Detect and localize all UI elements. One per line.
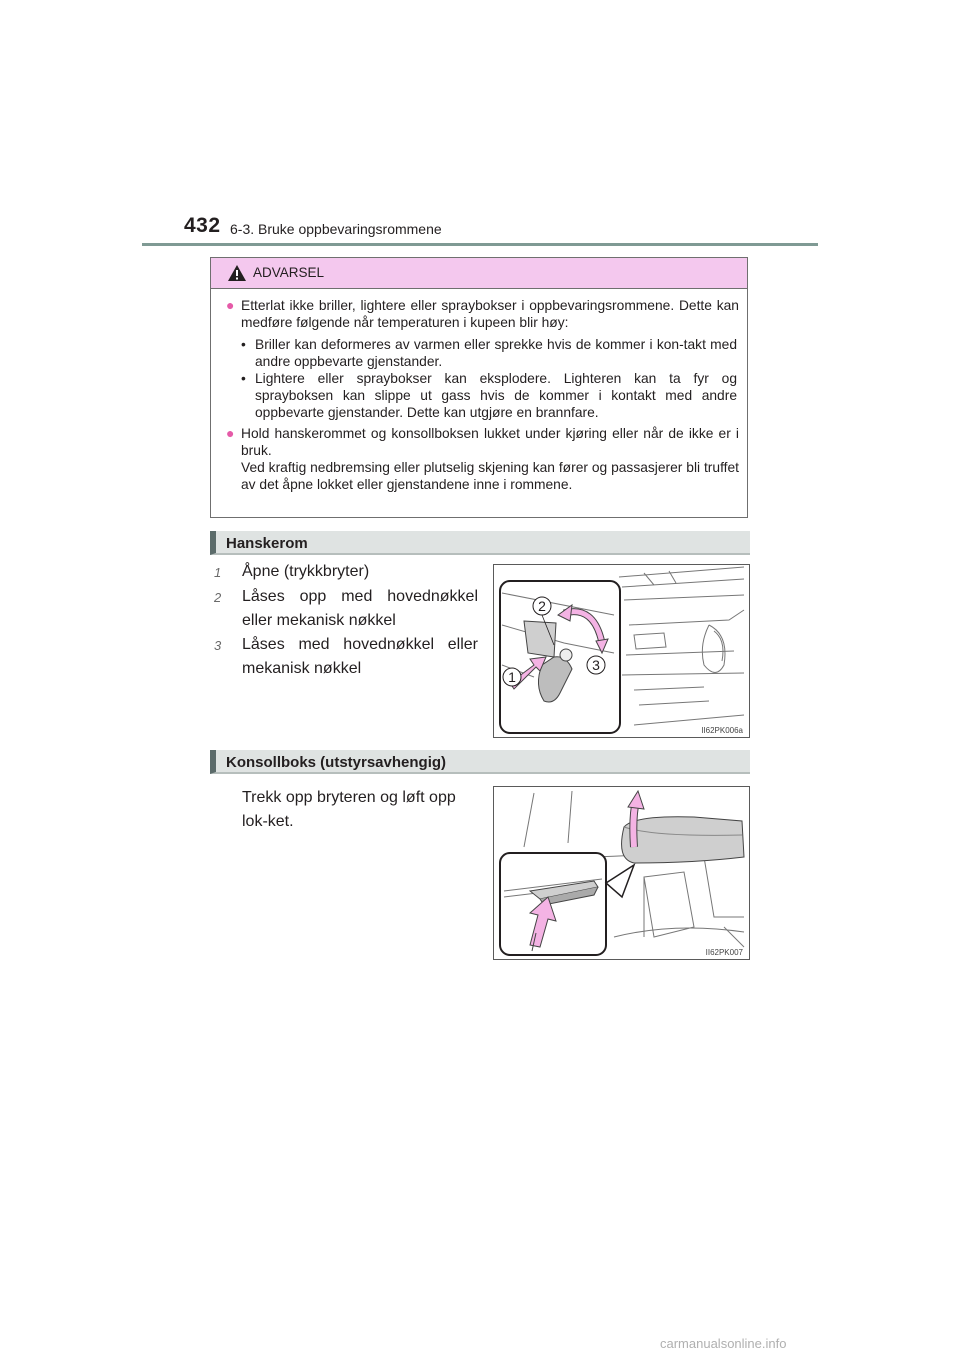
step-text: Åpne (trykkbryter) <box>242 563 370 580</box>
glovebox-illustration <box>493 564 750 738</box>
console-instruction: Trekk opp bryteren og løft opp lok-ket. <box>242 789 456 830</box>
warning-item-text: Hold hanskerommet og konsollboksen lukket under kjøring eller når de ikke er i bruk. <box>241 426 739 458</box>
list-item <box>214 585 479 633</box>
step-text: Låses med hovednøkkel eller mekanisk nøkkel <box>242 636 478 677</box>
warning-title: ADVARSEL <box>253 265 325 280</box>
section-heading-text: Hanskerom <box>226 535 308 552</box>
warning-header <box>211 258 747 289</box>
dot-icon: • <box>241 337 246 352</box>
warning-subitem <box>211 370 747 421</box>
warning-subitem-text: Briller kan deformeres av varmen eller sprekke hvis de kommer i kon-takt med andre oppbevarte gjenstander. <box>255 337 737 369</box>
list-item <box>214 560 479 584</box>
warning-item-text: Etterlat ikke briller, lightere eller spraybokser i oppbevaringsrommene. Dette kan medføre følgende når temperaturen i kupeen blir høy: <box>241 298 739 330</box>
section-heading-glovebox <box>210 531 750 555</box>
console-box-illustration <box>493 786 750 960</box>
section-title: 6-3. Bruke oppbevaringsrommene <box>230 221 442 237</box>
step-number: 2 <box>214 590 222 605</box>
warning-box <box>210 257 748 518</box>
warning-subitem-text: Lightere eller spraybokser kan eksplodere. Lighteren kan ta fyr og sprayboksen kan slippe ut gass hvis de kommer i kontakt med andre oppbevarte gjenstander. Dette kan utgjøre en brannfare. <box>255 371 737 420</box>
bullet-icon: ● <box>226 425 235 441</box>
glovebox-drawing <box>494 565 751 739</box>
callout-3: 3 <box>592 657 600 673</box>
list-item <box>214 633 479 681</box>
section-heading-console <box>210 750 750 774</box>
callout-1: 1 <box>508 669 516 685</box>
step-text: Låses opp med hovednøkkel eller mekanisk nøkkel <box>242 588 478 629</box>
step-number: 1 <box>214 565 222 580</box>
step-number: 3 <box>214 638 222 653</box>
warning-body <box>211 297 747 493</box>
watermark: carmanualsonline.info <box>660 1336 787 1351</box>
warning-item <box>211 425 747 493</box>
warning-subitem <box>211 336 747 370</box>
warning-item-text: Ved kraftig nedbremsing eller plutselig skjening kan fører og passasjerer bli truffet av det åpne lokket eller gjenstandene inne i rommene. <box>241 460 739 492</box>
section-heading-text: Konsollboks (utstyrsavhengig) <box>226 754 447 771</box>
header-rule <box>142 243 818 246</box>
warning-triangle-icon <box>227 264 247 282</box>
figure-code: II62PK007 <box>705 948 743 957</box>
callout-2: 2 <box>538 598 546 614</box>
page-number: 432 <box>184 214 221 237</box>
console-drawing <box>494 787 751 961</box>
dot-icon: • <box>241 371 246 386</box>
bullet-icon: ● <box>226 297 235 313</box>
warning-item <box>211 297 747 331</box>
figure-code: II62PK006a <box>701 726 743 735</box>
